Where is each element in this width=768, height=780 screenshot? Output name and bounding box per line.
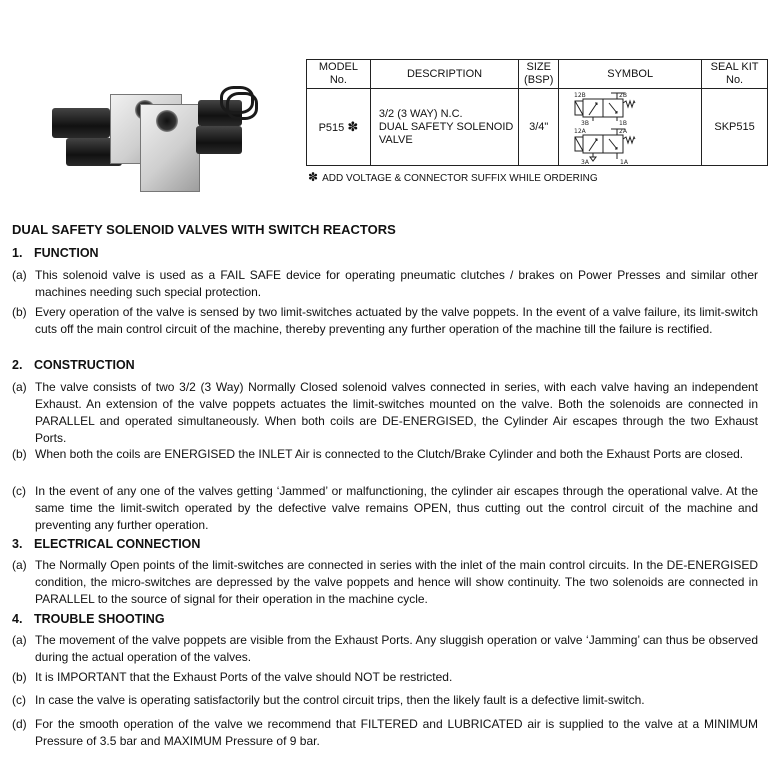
svg-text:1B: 1B (619, 120, 628, 127)
section-heading-electrical-connection: 3. ELECTRICAL CONNECTION (12, 537, 201, 551)
svg-text:1A: 1A (620, 159, 629, 165)
cell-seal-kit: SKP515 (702, 89, 768, 166)
header-model: MODEL No. (307, 60, 371, 89)
paragraph: (c) In case the valve is operating satisfactorily but the control circuit trips, then the likely fault is a defective limit-switch. (12, 693, 645, 707)
section-heading-construction: 2. CONSTRUCTION (12, 358, 135, 372)
header-seal-kit: SEAL KIT No. (702, 60, 768, 89)
svg-text:2A: 2A (619, 128, 628, 135)
paragraph: (b) Every operation of the valve is sensed by two limit-switches actuated by the valve poppets. In the event of a valve failure, its limit-switch cuts off the main control circuit of the machine, thereby preventing any further operation of the machine till the failure is rectified. (12, 305, 758, 336)
left-solenoid-coil-upper (52, 108, 110, 138)
model-number: P515 (318, 121, 345, 134)
cable-loop-lower (226, 92, 258, 120)
paragraph: (b) It is IMPORTANT that the Exhaust Ports of the valve should NOT be restricted. (12, 670, 453, 684)
cell-description: 3/2 (3 WAY) N.C. DUAL SAFETY SOLENOID VALVE (370, 89, 518, 166)
svg-text:3A: 3A (581, 159, 590, 165)
section-heading-function: 1. FUNCTION (12, 246, 99, 260)
cell-size: 3/4" (519, 89, 559, 166)
paragraph: (a) This solenoid valve is used as a FAIL SAFE device for operating pneumatic clutches / brakes on Power Presses and similar other machines needing such special protection. (12, 268, 758, 299)
product-photo (40, 80, 280, 190)
svg-text:12A: 12A (574, 128, 586, 135)
paragraph: (c) In the event of any one of the valves getting ‘Jammed’ or malfunctioning, the cylinder air escapes through the operational valve. At the same time the limit-switch operated by the defective valve remains OPEN, thus cutting out the control circuit of the machine and preventing any further operation. (12, 484, 758, 532)
pneumatic-symbol-icon (559, 89, 693, 165)
header-description: DESCRIPTION (370, 60, 518, 89)
paragraph: (a) The valve consists of two 3/2 (3 Way) Normally Closed solenoid valves connected in series, with each valve having an independent Exhaust. An extension of the valve poppets actuates the limit-switches mounted on the valve. Both the solenoids are connected in PARALLEL and operated simultaneously. When both coils are DE-ENERGISED, the Cylinder Air escapes through the two Exhaust Ports. (12, 380, 758, 445)
svg-text:3B: 3B (581, 120, 590, 127)
right-solenoid-coil-lower (196, 126, 242, 154)
cell-model (307, 89, 371, 166)
page-title: DUAL SAFETY SOLENOID VALVES WITH SWITCH REACTORS (12, 222, 396, 237)
section-heading-trouble-shooting: 4. TROUBLE SHOOTING (12, 612, 165, 626)
header-symbol: SYMBOL (559, 60, 702, 89)
ordering-note-text: ADD VOLTAGE & CONNECTOR SUFFIX WHILE ORDERING (322, 173, 598, 184)
cell-symbol (559, 89, 702, 166)
port-front (156, 110, 178, 132)
spec-table (306, 59, 768, 166)
svg-text:12B: 12B (574, 92, 586, 99)
paragraph: (d) For the smooth operation of the valve we recommend that FILTERED and LUBRICATED air is supplied to the valve at a MINIMUM Pressure of 3.5 bar and MAXIMUM Pressure of 9 bar. (12, 717, 758, 748)
table-row (307, 89, 768, 166)
svg-text:2B: 2B (619, 92, 628, 99)
paragraph: (b) When both the coils are ENERGISED the INLET Air is connected to the Clutch/Brake Cylinder and both the Exhaust Ports are closed. (12, 447, 744, 461)
paragraph: (a) The Normally Open points of the limit-switches are connected in series with the inlet of the main control circuits. In the DE-ENERGISED condition, the micro-switches are depressed by the valve poppets and hence will show continuity. The two solenoids are connected in PARALLEL to the source of signal for their operation in the machine cycle. (12, 558, 758, 606)
ordering-note (308, 170, 598, 184)
asterisk-icon: ✽ (308, 170, 319, 184)
header-size: SIZE (BSP) (519, 60, 559, 89)
asterisk-icon: ✽ (347, 118, 359, 134)
paragraph: (a) The movement of the valve poppets are visible from the Exhaust Ports. Any sluggish operation or valve ‘Jamming’ can thus be observed during the actual operation of the valves. (12, 633, 758, 664)
